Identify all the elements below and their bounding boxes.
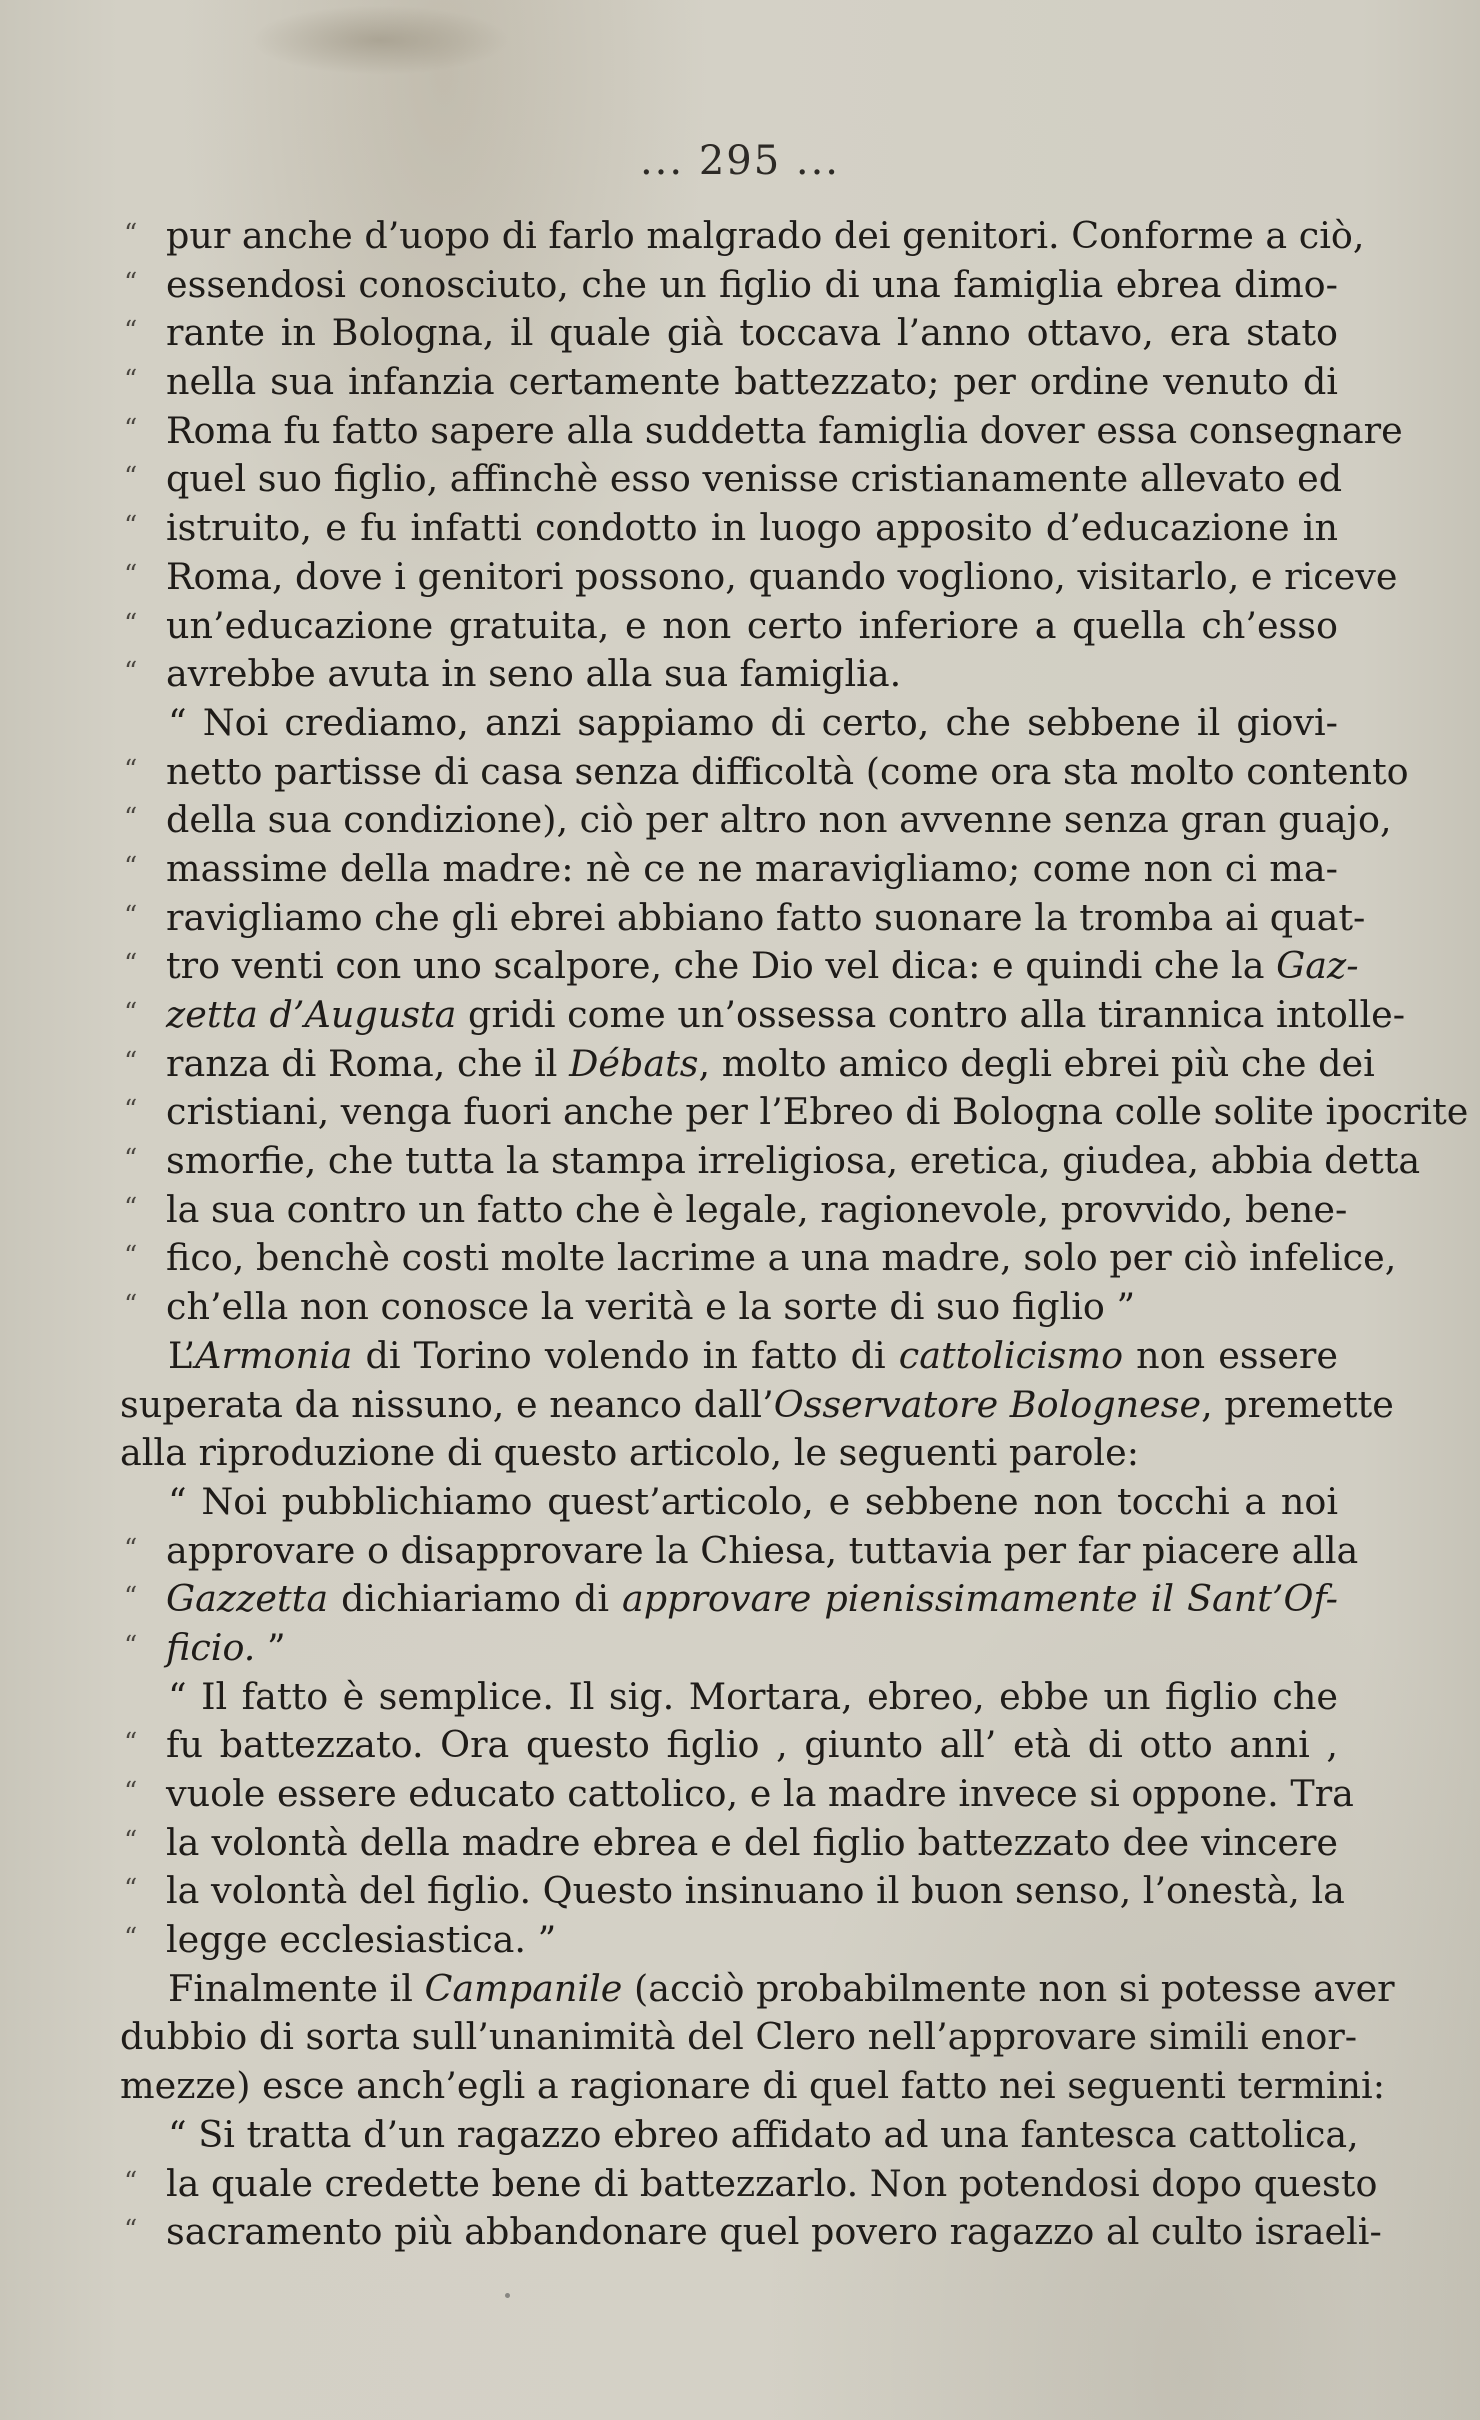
text-line: “ avrebbe avuta in seno alla sua famiglia. — [120, 650, 1338, 699]
text-line: “ approvare o disapprovare la Chiesa, tuttavia per far piacere alla — [120, 1527, 1338, 1576]
text-line: mezze) esce anch’egli a ragionare di quel fatto nei seguenti termini: — [120, 2064, 1386, 2108]
text-line: “ la sua contro un fatto che è legale, ragionevole, provvido, bene- — [120, 1186, 1338, 1235]
text-line: “ essendosi conosciuto, che un figlio di una famiglia ebrea dimo- — [120, 261, 1338, 310]
text-line: “ ravigliamo che gli ebrei abbiano fatto suonare la tromba ai quat- — [120, 894, 1338, 943]
text-line: “ la volontà del figlio. Questo insinuano il buon senso, l’onestà, la — [120, 1867, 1338, 1916]
text-line: “ tro venti con uno scalpore, che Dio vel dica: e quindi che la Gaz- — [120, 942, 1338, 991]
text-line: “ ch’ella non conosce la verità e la sorte di suo figlio ” — [120, 1283, 1338, 1332]
text-line: “ Noi pubblichiamo quest’articolo, e sebbene non tocchi a noi — [168, 1479, 1338, 1523]
text-line: Finalmente il Campanile (acciò probabilmente non si potesse aver — [168, 1966, 1395, 2010]
italic-title: Osservatore Bolognese — [773, 1382, 1202, 1426]
text-line: “ Noi crediamo, anzi sappiamo di certo, che sebbene il giovi- — [168, 700, 1338, 744]
italic-title: Armonia — [195, 1333, 353, 1377]
italic-title: ficio. — [166, 1625, 256, 1669]
text-line: “ massime della madre: nè ce ne maravigliamo; come non ci ma- — [120, 845, 1338, 894]
text-line: “ fu battezzato. Ora questo figlio , giunto all’ età di otto anni , — [120, 1721, 1338, 1770]
page-text — [120, 212, 1469, 2257]
text-line: L’Armonia di Torino volendo in fatto di cattolicismo non essere — [168, 1333, 1338, 1377]
italic-title: zetta d’Augusta — [166, 993, 457, 1036]
text-line: “ cristiani, venga fuori anche per l’Ebreo di Bologna colle solite ipocrite — [120, 1088, 1338, 1137]
text-line: “ Si tratta d’un ragazzo ebreo affidato ad una fantesca cattolica, — [168, 2112, 1359, 2156]
text-line: alla riproduzione di questo articolo, le seguenti parole: — [120, 1431, 1140, 1475]
text-line: “ un’educazione gratuita, e non certo inferiore a quella ch’esso — [120, 602, 1338, 651]
text-line: dubbio di sorta sull’unanimità del Clero nell’approvare simili enor- — [120, 2015, 1358, 2059]
italic-title: approvare pienissimamente il Sant’Of- — [622, 1577, 1338, 1621]
text-line: “ la quale credette bene di battezzarlo. Non potendosi dopo questo — [120, 2160, 1338, 2209]
text-line: “ smorfie, che tutta la stampa irreligiosa, eretica, giudea, abbia detta — [120, 1137, 1338, 1186]
text-line: “ nella sua infanzia certamente battezzato; per ordine venuto di — [120, 358, 1338, 407]
text-line: “ ranza di Roma, che il Débats, molto amico degli ebrei più che dei — [120, 1040, 1338, 1089]
text-line: “ della sua condizione), ciò per altro non avvenne senza gran guajo, — [120, 796, 1338, 845]
italic-title: Gazzetta — [166, 1577, 329, 1621]
ink-speck — [505, 2293, 510, 2298]
text-line: “ fico, benchè costi molte lacrime a una madre, solo per ciò infelice, — [120, 1234, 1338, 1283]
text-line: “ vuole essere educato cattolico, e la madre invece si oppone. Tra — [120, 1770, 1338, 1819]
text-line: “ Roma fu fatto sapere alla suddetta famiglia dover essa consegnare — [120, 407, 1338, 456]
italic-title: Débats — [569, 1041, 699, 1085]
text-line: “ istruito, e fu infatti condotto in luogo apposito d’educazione in — [120, 504, 1338, 553]
text-line: “ zetta d’Augusta gridi come un’ossessa contro alla tirannica intolle- — [120, 991, 1338, 1040]
italic-title: Gaz- — [1276, 944, 1359, 988]
text-line: “ Gazzetta dichiariamo di approvare pienissimamente il Sant’Of- — [120, 1575, 1338, 1624]
text-line: superata da nissuno, e neanco dall’Osservatore Bolognese, premette — [120, 1382, 1394, 1426]
paper-stain — [250, 5, 510, 75]
text-line: “ legge ecclesiastica. ” — [120, 1916, 1338, 1965]
italic-title: Campanile — [424, 1966, 623, 2010]
text-line: “ Il fatto è semplice. Il sig. Mortara, ebreo, ebbe un figlio che — [168, 1674, 1338, 1718]
text-line: “ pur anche d’uopo di farlo malgrado dei genitori. Conforme a ciò, — [120, 212, 1338, 261]
text-line: “ quel suo figlio, affinchè esso venisse cristianamente allevato ed — [120, 455, 1338, 504]
text-line: “ netto partisse di casa senza difficoltà (come ora sta molto contento — [120, 748, 1338, 797]
text-line: “ ficio. ” — [120, 1624, 1338, 1673]
text-line: “ sacramento più abbandonare quel povero ragazzo al culto israeli- — [120, 2208, 1338, 2257]
italic-title: cattolicismo — [898, 1333, 1124, 1377]
text-line: “ Roma, dove i genitori possono, quando vogliono, visitarlo, e riceve — [120, 553, 1338, 602]
page-number: ... 295 ... — [639, 138, 841, 184]
text-line: “ la volontà della madre ebrea e del figlio battezzato dee vincere — [120, 1819, 1338, 1868]
text-line: “ rante in Bologna, il quale già toccava l’anno ottavo, era stato — [120, 309, 1338, 358]
